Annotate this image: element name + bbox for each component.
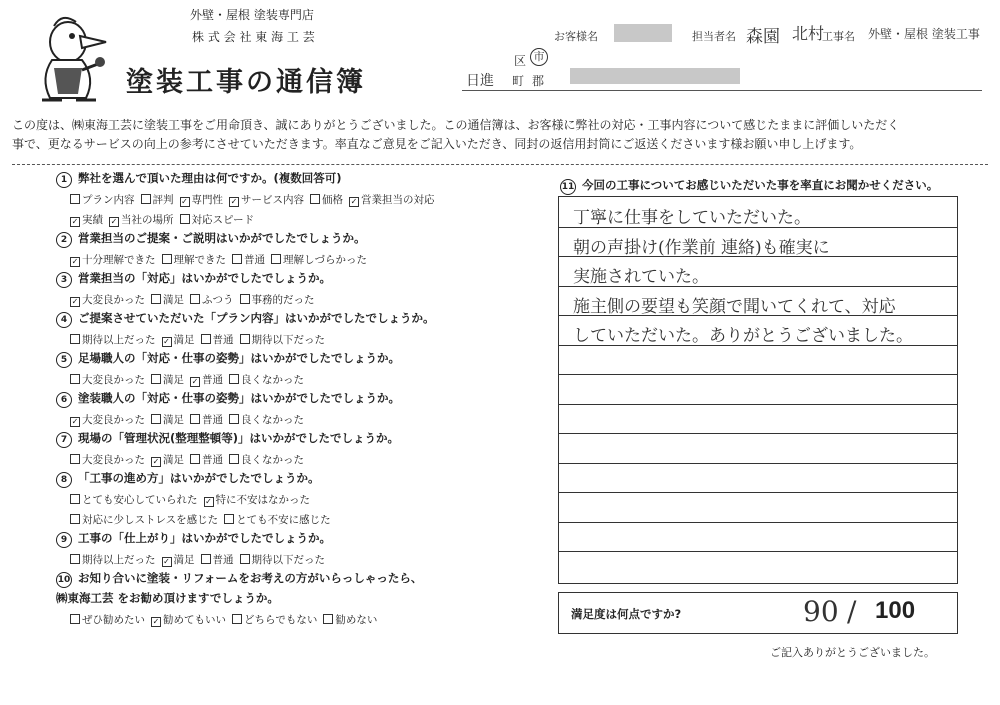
question-title <box>56 390 400 408</box>
question-text: ご提案させていただいた「プラン内容」はいかがでしたでしょうか。 <box>78 311 435 325</box>
question-title <box>56 170 342 188</box>
score-panel <box>558 592 958 634</box>
question-title <box>56 570 422 588</box>
question-text: 現場の「管理状況(整理整頓等)」はいかがでしたでしょうか。 <box>78 431 400 445</box>
checkbox-option[interactable] <box>151 292 184 307</box>
question-title <box>56 470 320 488</box>
checkbox-option[interactable] <box>151 372 184 387</box>
question-number: 10 <box>56 572 72 588</box>
comment-handwritten-line: 丁寧に仕事をしていただいた。 <box>573 208 811 228</box>
checkbox-option[interactable] <box>190 292 234 307</box>
checkbox-option[interactable] <box>70 452 145 467</box>
checkbox-empty-icon[interactable] <box>224 514 234 524</box>
checkbox-empty-icon[interactable] <box>151 294 161 304</box>
checkbox-empty-icon[interactable] <box>70 494 80 504</box>
checkbox-checked-icon[interactable] <box>151 457 161 467</box>
checkbox-option[interactable] <box>151 452 184 467</box>
comment-handwritten-line: 施主側の要望も笑顔で聞いてくれて、対応 <box>573 296 896 317</box>
question-title <box>56 430 399 448</box>
score-label: 満足度は何点ですか? <box>571 607 682 621</box>
checkbox-empty-icon[interactable] <box>70 454 80 464</box>
location-handwritten: 日進 <box>466 73 494 89</box>
question-number: 3 <box>56 272 72 288</box>
checkbox-label: 大変良かった <box>82 454 145 466</box>
checkbox-empty-icon[interactable] <box>70 614 80 624</box>
checkbox-label: 普通 <box>212 334 234 346</box>
question-number: 4 <box>56 312 72 328</box>
checkbox-checked-icon[interactable] <box>190 377 200 387</box>
question-text: 「工事の進め方」はいかがでしたでしょうか。 <box>78 471 320 485</box>
checkbox-option[interactable] <box>201 552 234 567</box>
question-number: 9 <box>56 532 72 548</box>
question-number: 5 <box>56 352 72 368</box>
checkbox-empty-icon[interactable] <box>70 334 80 344</box>
checkbox-empty-icon[interactable] <box>162 254 172 264</box>
checkbox-checked-icon[interactable] <box>70 257 80 267</box>
checkbox-empty-icon[interactable] <box>70 194 80 204</box>
option-row <box>70 412 310 427</box>
question-text: 塗装職人の「対応・仕事の姿勢」はいかがでしたでしょうか。 <box>78 391 400 405</box>
checkbox-empty-icon[interactable] <box>190 454 200 464</box>
checkbox-label: ふつう <box>202 294 234 306</box>
checkbox-label: 勧めてもいい <box>163 614 226 626</box>
checkbox-empty-icon[interactable] <box>323 614 333 624</box>
question-number: 11 <box>560 179 576 195</box>
ruled-line <box>559 492 957 493</box>
question-number: 1 <box>56 172 72 188</box>
checkbox-label: 対応スピード <box>191 214 255 226</box>
ruled-line <box>559 551 957 552</box>
checkbox-option[interactable] <box>70 512 218 527</box>
checkbox-checked-icon[interactable] <box>109 217 119 227</box>
question-number: 8 <box>56 472 72 488</box>
checkbox-checked-icon[interactable] <box>70 417 80 427</box>
question-title <box>56 230 366 248</box>
checkbox-empty-icon[interactable] <box>70 374 80 384</box>
checkbox-label: 期待以上だった <box>82 334 156 346</box>
checkbox-label: 満足 <box>163 374 184 386</box>
checkbox-empty-icon[interactable] <box>229 374 239 384</box>
question-text: 弊社を選んで頂いた理由は何ですか。(複数回答可) <box>78 171 342 185</box>
checkbox-label: どちらでもない <box>244 614 318 626</box>
checkbox-checked-icon[interactable] <box>349 197 359 207</box>
mascot-bird-logo <box>32 8 112 108</box>
question-text: 営業担当のご提案・ご説明はいかがでしたでしょうか。 <box>78 231 366 245</box>
checkbox-option[interactable] <box>232 612 317 627</box>
checkbox-option[interactable] <box>162 552 195 567</box>
ruled-line <box>559 374 957 375</box>
thanks-text: ご記入ありがとうございました。 <box>770 646 935 659</box>
score-separator: / <box>847 595 857 628</box>
checkbox-option[interactable] <box>180 192 224 207</box>
checkbox-checked-icon[interactable] <box>162 557 172 567</box>
checkbox-label: 当社の場所 <box>121 214 174 226</box>
checkbox-option[interactable] <box>229 452 304 467</box>
checkbox-checked-icon[interactable] <box>70 217 80 227</box>
section-divider <box>12 164 988 165</box>
question-number: 7 <box>56 432 72 448</box>
checkbox-label: 大変良かった <box>82 374 145 386</box>
checkbox-option[interactable] <box>310 192 343 207</box>
checkbox-label: 大変良かった <box>82 294 145 306</box>
checkbox-empty-icon[interactable] <box>229 414 239 424</box>
checkbox-option[interactable] <box>70 212 103 227</box>
checkbox-option[interactable] <box>190 372 223 387</box>
score-value-handwritten: 90 <box>803 595 839 628</box>
checkbox-option[interactable] <box>204 492 311 507</box>
checkbox-label: 実績 <box>82 214 103 226</box>
address-underline <box>462 90 982 91</box>
score-max: 100 <box>875 597 916 624</box>
checkbox-label: 期待以下だった <box>251 334 325 346</box>
checkbox-empty-icon[interactable] <box>271 254 281 264</box>
checkbox-empty-icon[interactable] <box>190 294 200 304</box>
checkbox-empty-icon[interactable] <box>310 194 320 204</box>
checkbox-label: 良くなかった <box>241 414 304 426</box>
checkbox-label: 特に不安はなかった <box>215 494 310 506</box>
checkbox-label: プラン内容 <box>82 194 135 206</box>
option-row <box>70 552 331 567</box>
checkbox-empty-icon[interactable] <box>232 254 242 264</box>
checkbox-empty-icon[interactable] <box>180 214 190 224</box>
checkbox-empty-icon[interactable] <box>201 554 211 564</box>
checkbox-option[interactable] <box>70 332 156 347</box>
checkbox-option[interactable] <box>151 412 184 427</box>
checkbox-label: 十分理解できた <box>82 254 156 266</box>
checkbox-option[interactable] <box>70 372 145 387</box>
checkbox-empty-icon[interactable] <box>151 414 161 424</box>
checkbox-checked-icon[interactable] <box>204 497 214 507</box>
checkbox-option[interactable] <box>240 552 326 567</box>
checkbox-label: 満足 <box>163 454 184 466</box>
option-row <box>70 452 310 467</box>
checkbox-option[interactable] <box>190 412 223 427</box>
question-title <box>56 270 331 288</box>
ward-label: 区 <box>514 54 527 68</box>
checkbox-option[interactable] <box>180 212 255 227</box>
checkbox-label: とても安心していられた <box>82 494 198 506</box>
checkbox-option[interactable] <box>201 332 234 347</box>
comment-handwritten-line: 朝の声掛け(作業前 連絡)も確実に <box>573 237 830 258</box>
checkbox-label: 期待以上だった <box>82 554 156 566</box>
ruled-line <box>559 433 957 434</box>
customer-name-redacted <box>614 24 672 42</box>
checkbox-empty-icon[interactable] <box>141 194 151 204</box>
checkbox-option[interactable] <box>70 192 135 207</box>
checkbox-label: 普通 <box>202 374 223 386</box>
checkbox-label: 普通 <box>212 554 234 566</box>
checkbox-option[interactable] <box>240 292 315 307</box>
checkbox-checked-icon[interactable] <box>180 197 190 207</box>
checkbox-label: 満足 <box>163 294 184 306</box>
ruled-line <box>559 522 957 523</box>
staff-name-label: 担当者名 <box>692 30 736 43</box>
checkbox-label: 評判 <box>152 194 174 206</box>
question-text-line-2: ㈱東海工芸 をお勧め頂けますでしょうか。 <box>56 591 279 605</box>
company-tagline: 外壁・屋根 塗装専門店 <box>190 8 314 22</box>
checkbox-option[interactable] <box>349 192 435 207</box>
checkbox-option[interactable] <box>240 332 326 347</box>
city-circled-mark: 市 <box>530 48 548 66</box>
work-name-label: 工事名 <box>822 30 855 43</box>
comment-handwritten-line: していただいた。ありがとうございました。 <box>573 326 913 346</box>
checkbox-label: サービス内容 <box>241 194 304 206</box>
checkbox-label: 良くなかった <box>241 374 304 386</box>
checkbox-option[interactable] <box>229 412 304 427</box>
checkbox-option[interactable] <box>70 292 145 307</box>
checkbox-option[interactable] <box>141 192 174 207</box>
option-row <box>70 612 383 627</box>
checkbox-option[interactable] <box>190 452 223 467</box>
comments-heading-text: 今回の工事についてお感じいただいた事を率直にお聞かせください。 <box>582 178 939 192</box>
option-row <box>70 492 316 507</box>
checkbox-empty-icon[interactable] <box>151 374 161 384</box>
intro-line-2: 事で、更なるサービスの向上の参考にさせていただきます。率直なご意見をご記入いただき、同封の返信用封筒にご返送くださいます様お願い申し上げます。 <box>12 137 862 151</box>
checkbox-option[interactable] <box>162 332 195 347</box>
question-text: 足場職人の「対応・仕事の姿勢」はいかがでしたでしょうか。 <box>78 351 400 365</box>
checkbox-option[interactable] <box>109 212 174 227</box>
staff-name-handwritten: 森園 <box>746 27 780 47</box>
checkbox-empty-icon[interactable] <box>240 294 250 304</box>
checkbox-label: 普通 <box>202 414 223 426</box>
checkbox-option[interactable] <box>70 612 145 627</box>
checkbox-label: 勧めない <box>335 614 378 626</box>
checkbox-option[interactable] <box>70 492 198 507</box>
ruled-line <box>559 404 957 405</box>
checkbox-label: 満足 <box>163 414 184 426</box>
checkbox-option[interactable] <box>70 252 156 267</box>
intro-paragraph <box>12 116 988 154</box>
page-title: 塗装工事の通信簿 <box>126 67 366 98</box>
checkbox-label: 事務的だった <box>251 294 315 306</box>
company-name: 株 式 会 社 東 海 工 芸 <box>192 30 315 44</box>
checkbox-checked-icon[interactable] <box>151 617 161 627</box>
address-redacted <box>570 68 740 84</box>
checkbox-option[interactable] <box>271 252 367 267</box>
staff-name-handwritten-2: 北村 <box>792 24 825 43</box>
question-text: 工事の「仕上がり」はいかがでしたでしょうか。 <box>78 531 331 545</box>
checkbox-option[interactable] <box>229 372 304 387</box>
checkbox-empty-icon[interactable] <box>229 454 239 464</box>
checkbox-label: ぜひ勧めたい <box>82 614 145 626</box>
question-title <box>56 310 435 328</box>
checkbox-label: 普通 <box>202 454 223 466</box>
checkbox-label: 価格 <box>322 194 343 206</box>
town-label: 町 <box>512 74 525 88</box>
customer-name-label: お客様名 <box>554 30 598 43</box>
option-row <box>70 292 321 307</box>
question-text: 営業担当の「対応」はいかがでしたでしょうか。 <box>78 271 331 285</box>
checkbox-empty-icon[interactable] <box>240 334 250 344</box>
checkbox-checked-icon[interactable] <box>162 337 172 347</box>
checkbox-option[interactable] <box>224 512 331 527</box>
intro-line-1: この度は、㈱東海工芸に塗装工事をご用命頂き、誠にありがとうございました。この通信簿は、お客様に弊社の対応・工事内容について感じたままに評価しいただく <box>12 118 900 132</box>
comment-lines <box>559 197 957 583</box>
option-row <box>70 332 331 347</box>
option-row <box>70 372 310 387</box>
checkbox-empty-icon[interactable] <box>70 514 80 524</box>
checkbox-option[interactable] <box>70 412 145 427</box>
question-number: 2 <box>56 232 72 248</box>
ruled-line <box>559 463 957 464</box>
checkbox-label: 満足 <box>173 554 195 566</box>
checkbox-label: 満足 <box>173 334 195 346</box>
checkbox-label: 普通 <box>244 254 265 266</box>
work-name-handwritten: 外壁・屋根 塗装工事 <box>868 27 980 41</box>
checkbox-empty-icon[interactable] <box>201 334 211 344</box>
checkbox-label: 期待以下だった <box>251 554 325 566</box>
comments-panel <box>558 196 958 584</box>
question-text: お知り合いに塗装・リフォームをお考えの方がいらっしゃったら、 <box>78 571 423 585</box>
county-label: 郡 <box>532 74 545 88</box>
checkbox-label: 理解できた <box>173 254 226 266</box>
checkbox-empty-icon[interactable] <box>70 554 80 564</box>
checkbox-empty-icon[interactable] <box>240 554 250 564</box>
option-row <box>70 512 337 527</box>
checkbox-label: 対応に少しストレスを感じた <box>82 514 219 526</box>
checkbox-option[interactable] <box>162 252 227 267</box>
checkbox-option[interactable] <box>323 612 377 627</box>
checkbox-empty-icon[interactable] <box>190 414 200 424</box>
checkbox-checked-icon[interactable] <box>229 197 239 207</box>
question-number: 6 <box>56 392 72 408</box>
checkbox-label: 専門性 <box>191 194 223 206</box>
question-title <box>56 350 400 368</box>
checkbox-label: 大変良かった <box>82 414 145 426</box>
checkbox-label: 理解しづらかった <box>283 254 367 266</box>
checkbox-option[interactable] <box>151 612 226 627</box>
option-row <box>70 192 441 207</box>
comment-handwritten-line: 実施されていた。 <box>573 267 709 287</box>
checkbox-option[interactable] <box>70 552 156 567</box>
checkbox-empty-icon[interactable] <box>232 614 242 624</box>
checkbox-label: 良くなかった <box>241 454 304 466</box>
checkbox-label: とても不安に感じた <box>236 514 331 526</box>
option-row <box>70 212 260 227</box>
checkbox-option[interactable] <box>232 252 265 267</box>
checkbox-checked-icon[interactable] <box>70 297 80 307</box>
option-row <box>70 252 373 267</box>
question-title <box>56 530 331 548</box>
checkbox-option[interactable] <box>229 192 304 207</box>
comments-heading <box>560 177 938 195</box>
checkbox-label: 営業担当の対応 <box>361 194 435 206</box>
